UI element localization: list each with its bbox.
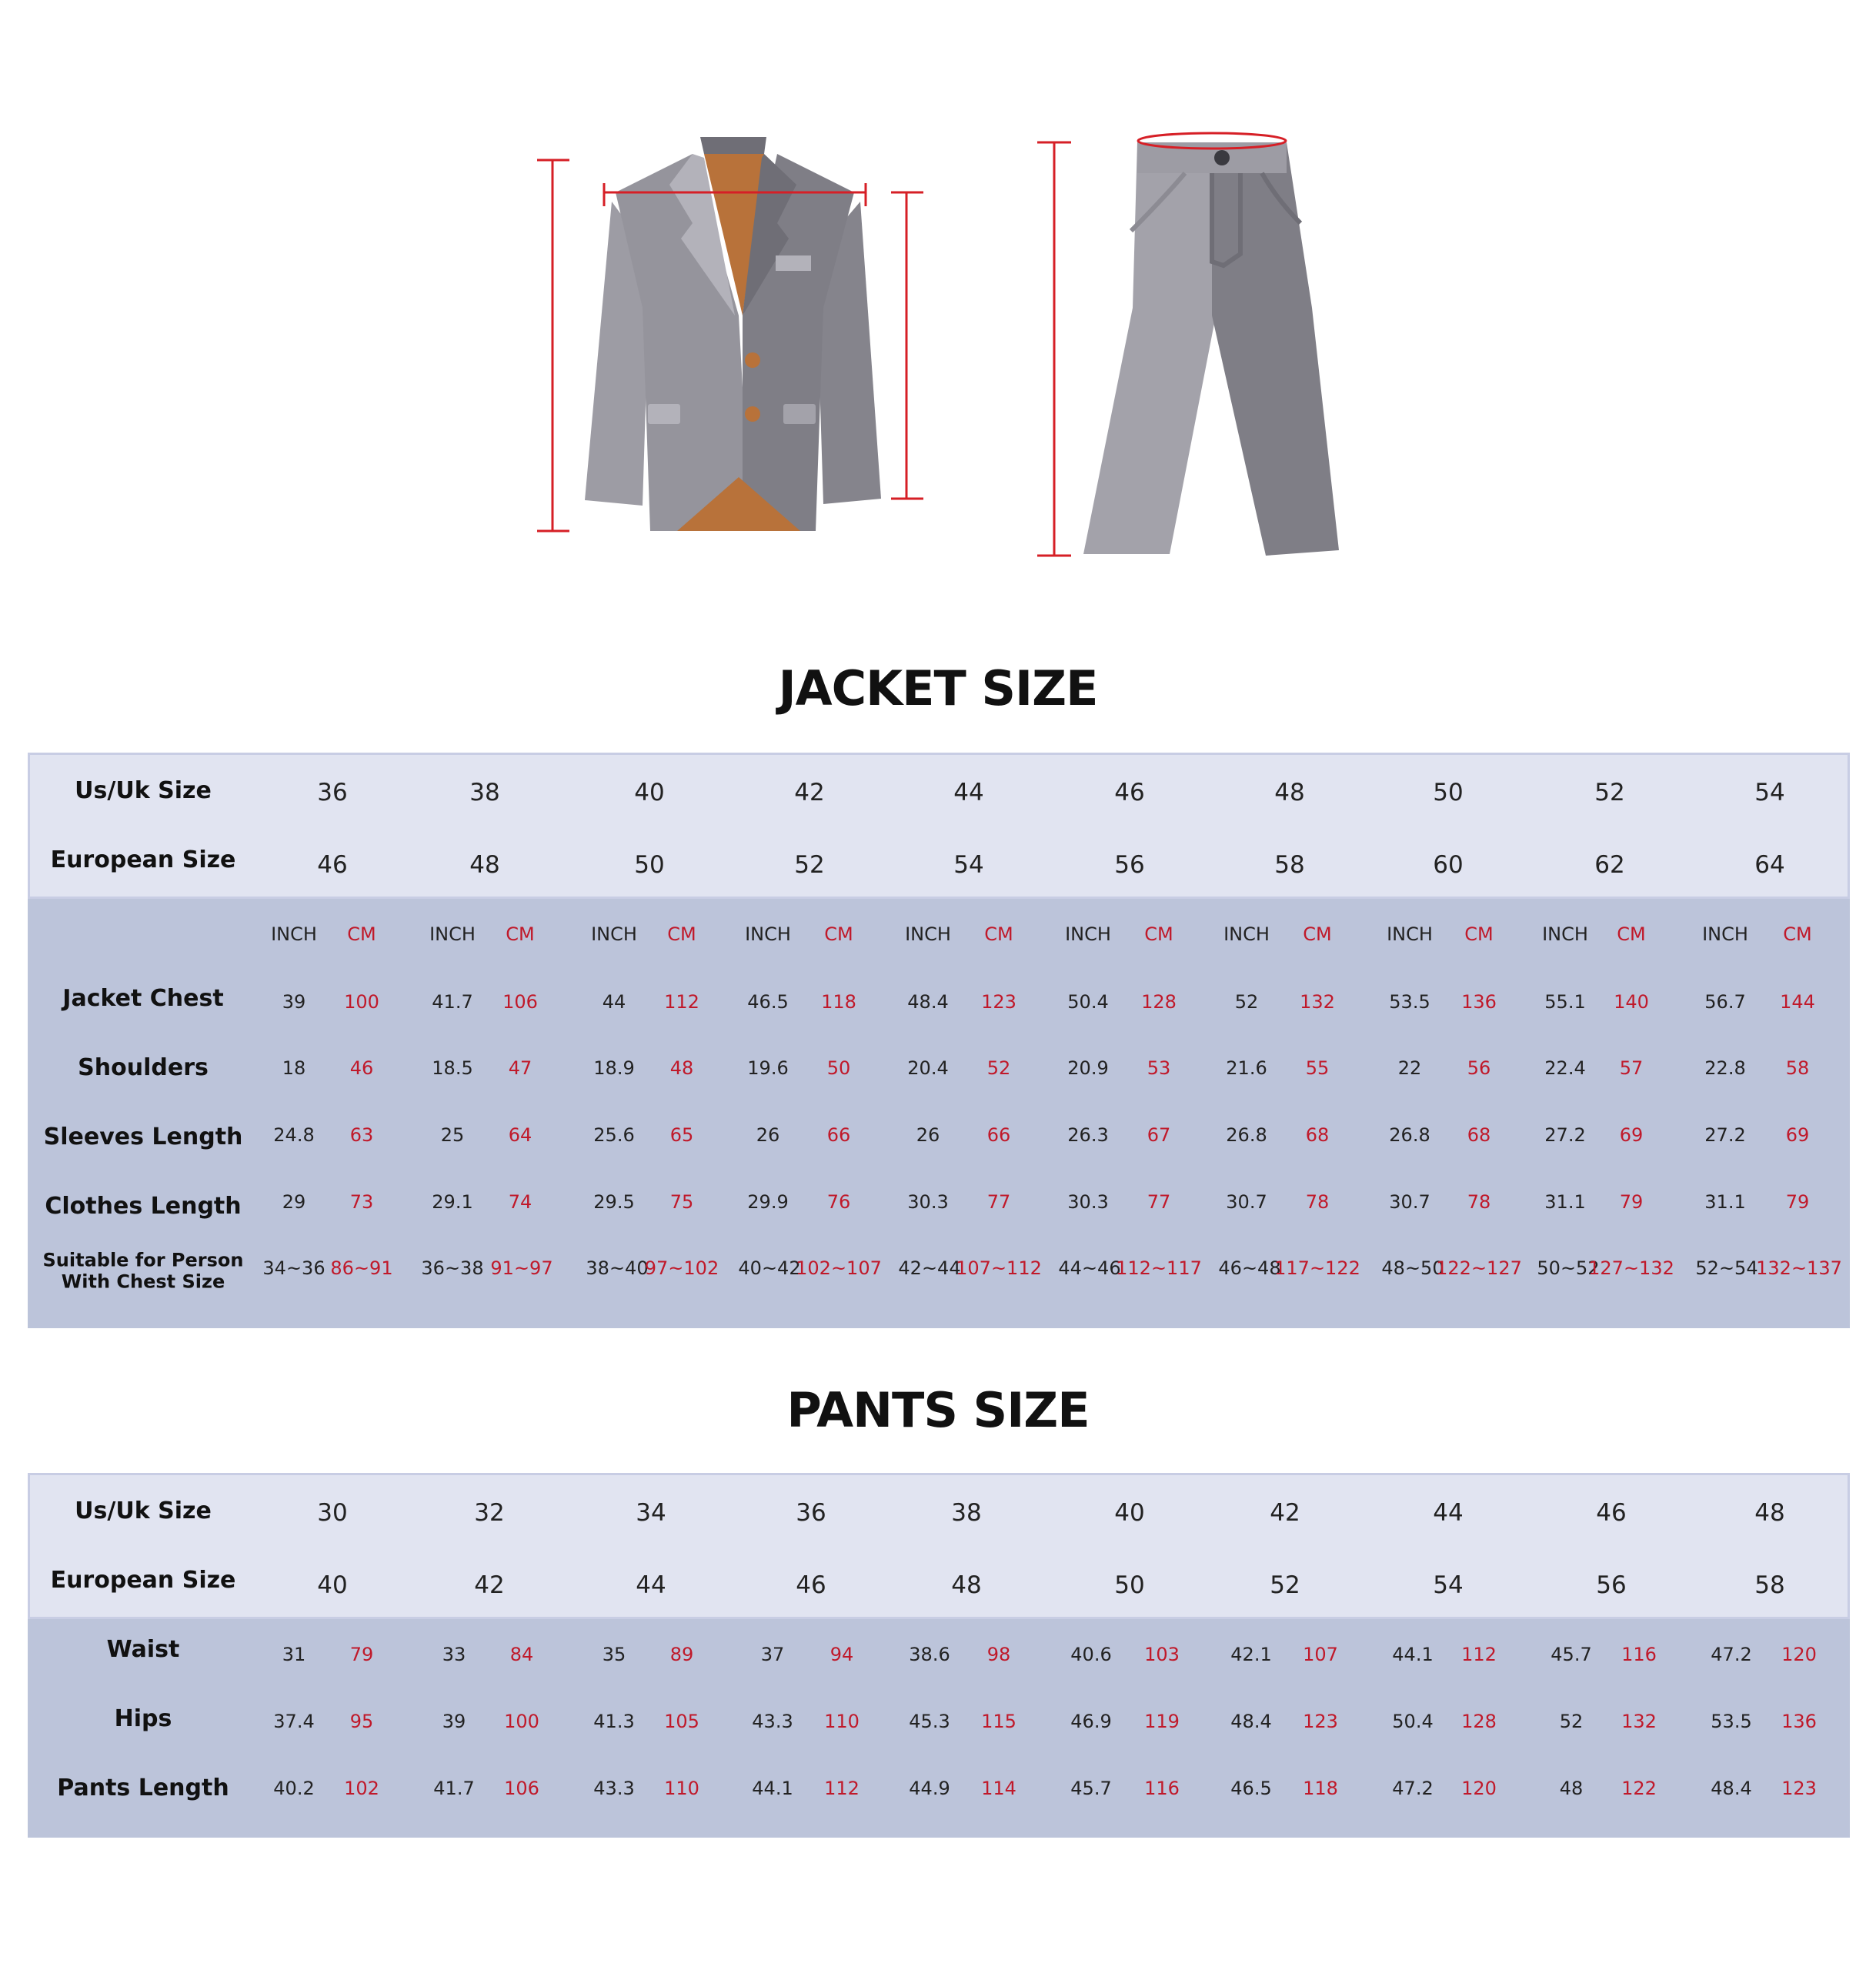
pants-us-uk-size-value: 46 — [1596, 1499, 1627, 1527]
pants-european-size-value: 42 — [474, 1571, 505, 1599]
jacket-inch-value: 27.2 — [1544, 1124, 1586, 1146]
pants-inch-value: 48.4 — [1230, 1711, 1272, 1732]
cm-unit-header: CM — [1303, 923, 1332, 945]
suitable-chest-size-label-line1: Suitable for Person — [42, 1249, 244, 1271]
jacket-inch-value: 18.9 — [593, 1057, 635, 1079]
jacket-inch-value: 26.3 — [1067, 1124, 1109, 1146]
pants-length-label: Pants Length — [57, 1774, 229, 1801]
pants-inch-value: 43.3 — [593, 1778, 635, 1799]
jacket-inch-value: 41.7 — [432, 991, 473, 1013]
jacket-us-uk-size-value: 42 — [794, 779, 825, 806]
jacket-cm-value: 132~137 — [1756, 1257, 1842, 1279]
pants-cm-value: 128 — [1461, 1711, 1497, 1732]
pants-inch-value: 52 — [1559, 1711, 1584, 1732]
jacket-cm-value: 66 — [826, 1124, 851, 1146]
pants-inch-value: 47.2 — [1392, 1778, 1434, 1799]
pants-inch-value: 37.4 — [273, 1711, 315, 1732]
jacket-inch-value: 25 — [440, 1124, 465, 1146]
pants-size-table — [28, 1473, 1850, 1838]
jacket-cm-value: 77 — [986, 1191, 1011, 1213]
shoulders-label: Shoulders — [78, 1053, 209, 1081]
jacket-inch-value: 20.4 — [907, 1057, 949, 1079]
jacket-inch-value: 30.3 — [1067, 1191, 1109, 1213]
clothes-length-label: Clothes Length — [45, 1192, 242, 1220]
jacket-cm-value: 127~132 — [1588, 1257, 1674, 1279]
jacket-cm-value: 86~91 — [330, 1257, 393, 1279]
jacket-inch-value: 29.5 — [593, 1191, 635, 1213]
jacket-size-header-band — [28, 753, 1850, 899]
jacket-cm-value: 50 — [826, 1057, 851, 1079]
jacket-cm-value: 69 — [1619, 1124, 1644, 1146]
jacket-cm-value: 47 — [508, 1057, 532, 1079]
pants-inch-value: 50.4 — [1392, 1711, 1434, 1732]
jacket-inch-value: 44 — [602, 991, 626, 1013]
jacket-european-size-value: 62 — [1594, 851, 1625, 879]
pants-european-size-value: 40 — [317, 1571, 348, 1599]
jacket-cm-value: 57 — [1619, 1057, 1644, 1079]
cm-unit-header: CM — [984, 923, 1013, 945]
jacket-cm-value: 63 — [349, 1124, 374, 1146]
jacket-cm-value: 122~127 — [1436, 1257, 1522, 1279]
pants-size-heading: PANTS SIZE — [786, 1382, 1090, 1438]
pants-us-uk-size-value: 36 — [796, 1499, 826, 1527]
jacket-inch-value: 18 — [282, 1057, 306, 1079]
pants-inch-value: 45.7 — [1551, 1644, 1592, 1665]
jacket-cm-value: 46 — [349, 1057, 374, 1079]
jacket-inch-value: 20.9 — [1067, 1057, 1109, 1079]
pants-inch-value: 39 — [442, 1711, 466, 1732]
pants-inch-value: 53.5 — [1711, 1711, 1752, 1732]
cm-unit-header: CM — [1144, 923, 1173, 945]
inch-unit-header: INCH — [591, 923, 637, 945]
jacket-cm-value: 75 — [669, 1191, 694, 1213]
pants-cm-value: 105 — [664, 1711, 699, 1732]
suitable-chest-size-label — [43, 1250, 244, 1292]
jacket-inch-value: 26.8 — [1226, 1124, 1267, 1146]
jacket-inch-value: 25.6 — [593, 1124, 635, 1146]
sleeves-length-label: Sleeves Length — [43, 1123, 243, 1150]
pants-inch-value: 45.7 — [1070, 1778, 1112, 1799]
jacket-inch-value: 56.7 — [1704, 991, 1746, 1013]
jacket-inch-value: 26 — [756, 1124, 780, 1146]
pants-cm-value: 84 — [509, 1644, 534, 1665]
jacket-cm-value: 56 — [1467, 1057, 1491, 1079]
jacket-size-heading: JACKET SIZE — [778, 660, 1098, 716]
jacket-cm-value: 140 — [1614, 991, 1649, 1013]
jacket-inch-value: 22.4 — [1544, 1057, 1586, 1079]
jacket-cm-value: 74 — [508, 1191, 532, 1213]
pants-cm-value: 115 — [981, 1711, 1016, 1732]
jacket-inch-value: 22 — [1397, 1057, 1422, 1079]
pants-inch-value: 40.2 — [273, 1778, 315, 1799]
jacket-european-size-value: 46 — [317, 851, 348, 879]
jacket-inch-value: 24.8 — [273, 1124, 315, 1146]
jacket-us-uk-size-value: 38 — [469, 779, 500, 806]
jacket-us-uk-size-value: 44 — [953, 779, 984, 806]
inch-unit-header: INCH — [1387, 923, 1433, 945]
jacket-inch-value: 52 — [1234, 991, 1259, 1013]
pants-cm-value: 89 — [669, 1644, 694, 1665]
pants-cm-value: 79 — [349, 1644, 374, 1665]
pants-inch-value: 40.6 — [1070, 1644, 1112, 1665]
pants-inch-value: 37 — [760, 1644, 785, 1665]
jacket-cm-value: 68 — [1467, 1124, 1491, 1146]
inch-unit-header: INCH — [1065, 923, 1111, 945]
pants-us-uk-size-value: 40 — [1114, 1499, 1145, 1527]
pants-inch-value: 31 — [282, 1644, 306, 1665]
pants-cm-value: 98 — [986, 1644, 1011, 1665]
jacket-european-size-value: 60 — [1433, 851, 1464, 879]
jacket-european-size-value: 54 — [953, 851, 984, 879]
pants-cm-value: 95 — [349, 1711, 374, 1732]
pants-inch-value: 33 — [442, 1644, 466, 1665]
cm-unit-header: CM — [347, 923, 376, 945]
pants-us-uk-size-value: 30 — [317, 1499, 348, 1527]
jacket-cm-value: 64 — [508, 1124, 532, 1146]
jacket-cm-value: 76 — [826, 1191, 851, 1213]
pants-european-size-value: 58 — [1754, 1571, 1785, 1599]
pants-cm-value: 120 — [1461, 1778, 1497, 1799]
pants-european-size-value: 46 — [796, 1571, 826, 1599]
jacket-inch-value: 31.1 — [1704, 1191, 1746, 1213]
pants-us-uk-size-value: 32 — [474, 1499, 505, 1527]
pants-us-uk-size-label: Us/Uk Size — [75, 1497, 212, 1524]
pants-inch-value: 38.6 — [909, 1644, 950, 1665]
suit-jacket-icon — [537, 137, 923, 531]
trousers-icon — [1037, 133, 1339, 556]
jacket-cm-value: 58 — [1785, 1057, 1810, 1079]
pants-cm-value: 116 — [1144, 1778, 1180, 1799]
jacket-size-table — [28, 753, 1850, 1328]
inch-unit-header: INCH — [429, 923, 476, 945]
pants-cm-value: 123 — [1303, 1711, 1338, 1732]
inch-unit-header: INCH — [1542, 923, 1588, 945]
jacket-inch-value: 29.9 — [747, 1191, 789, 1213]
pants-european-size-label: European Size — [50, 1566, 236, 1594]
jacket-inch-value: 30.7 — [1226, 1191, 1267, 1213]
jacket-cm-value: 67 — [1147, 1124, 1171, 1146]
jacket-cm-value: 118 — [821, 991, 856, 1013]
pants-us-uk-size-value: 44 — [1433, 1499, 1464, 1527]
jacket-us-uk-size-value: 36 — [317, 779, 348, 806]
cm-unit-header: CM — [1617, 923, 1646, 945]
jacket-inch-value: 42~44 — [898, 1257, 961, 1279]
pants-inch-value: 44.1 — [752, 1778, 793, 1799]
jacket-inch-value: 55.1 — [1544, 991, 1586, 1013]
jacket-cm-value: 106 — [502, 991, 538, 1013]
pants-european-size-value: 52 — [1270, 1571, 1300, 1599]
jacket-inch-value: 26.8 — [1389, 1124, 1430, 1146]
pants-inch-value: 35 — [602, 1644, 626, 1665]
jacket-cm-value: 123 — [981, 991, 1016, 1013]
inch-unit-header: INCH — [1702, 923, 1748, 945]
jacket-inch-value: 26 — [916, 1124, 940, 1146]
pants-us-uk-size-value: 42 — [1270, 1499, 1300, 1527]
jacket-european-size-value: 58 — [1274, 851, 1305, 879]
pants-cm-value: 112 — [824, 1778, 860, 1799]
jacket-cm-value: 79 — [1785, 1191, 1810, 1213]
cm-unit-header: CM — [824, 923, 853, 945]
jacket-cm-value: 136 — [1461, 991, 1497, 1013]
pants-cm-value: 107 — [1303, 1644, 1338, 1665]
jacket-inch-value: 19.6 — [747, 1057, 789, 1079]
jacket-inch-value: 44~46 — [1058, 1257, 1121, 1279]
european-size-label: European Size — [50, 846, 236, 873]
jacket-european-size-value: 56 — [1114, 851, 1145, 879]
pants-cm-value: 136 — [1781, 1711, 1817, 1732]
jacket-cm-value: 78 — [1305, 1191, 1330, 1213]
jacket-cm-value: 128 — [1141, 991, 1177, 1013]
inch-unit-header: INCH — [745, 923, 791, 945]
jacket-cm-value: 112~117 — [1116, 1257, 1202, 1279]
jacket-cm-value: 132 — [1300, 991, 1335, 1013]
jacket-inch-value: 22.8 — [1704, 1057, 1746, 1079]
jacket-cm-value: 112 — [664, 991, 699, 1013]
jacket-inch-value: 18.5 — [432, 1057, 473, 1079]
hips-label: Hips — [114, 1705, 172, 1732]
pants-cm-value: 122 — [1621, 1778, 1657, 1799]
waist-label: Waist — [106, 1635, 180, 1663]
pants-cm-value: 120 — [1781, 1644, 1817, 1665]
pants-inch-value: 44.1 — [1392, 1644, 1434, 1665]
pants-european-size-value: 50 — [1114, 1571, 1145, 1599]
jacket-inch-value: 36~38 — [421, 1257, 484, 1279]
jacket-european-size-value: 48 — [469, 851, 500, 879]
jacket-cm-value: 102~107 — [796, 1257, 882, 1279]
jacket-cm-value: 100 — [344, 991, 379, 1013]
cm-unit-header: CM — [667, 923, 696, 945]
pants-cm-value: 112 — [1461, 1644, 1497, 1665]
pants-cm-value: 119 — [1144, 1711, 1180, 1732]
jacket-inch-value: 30.3 — [907, 1191, 949, 1213]
pants-inch-value: 48.4 — [1711, 1778, 1752, 1799]
jacket-cm-value: 68 — [1305, 1124, 1330, 1146]
jacket-cm-value: 52 — [986, 1057, 1011, 1079]
cm-unit-header: CM — [1783, 923, 1812, 945]
jacket-cm-value: 69 — [1785, 1124, 1810, 1146]
jacket-cm-value: 65 — [669, 1124, 694, 1146]
pants-inch-value: 47.2 — [1711, 1644, 1752, 1665]
jacket-us-uk-size-value: 48 — [1274, 779, 1305, 806]
us-uk-size-label: Us/Uk Size — [75, 776, 212, 804]
pants-cm-value: 114 — [981, 1778, 1016, 1799]
pants-cm-value: 102 — [344, 1778, 379, 1799]
jacket-european-size-value: 52 — [794, 851, 825, 879]
pants-cm-value: 106 — [504, 1778, 539, 1799]
jacket-inch-value: 52~54 — [1695, 1257, 1758, 1279]
illustrations — [0, 0, 1876, 585]
jacket-inch-value: 30.7 — [1389, 1191, 1430, 1213]
jacket-european-size-value: 64 — [1754, 851, 1785, 879]
jacket-cm-value: 107~112 — [956, 1257, 1042, 1279]
cm-unit-header: CM — [1464, 923, 1494, 945]
inch-unit-header: INCH — [1223, 923, 1270, 945]
jacket-us-uk-size-value: 54 — [1754, 779, 1785, 806]
jacket-inch-value: 48~50 — [1381, 1257, 1444, 1279]
jacket-cm-value: 78 — [1467, 1191, 1491, 1213]
pants-inch-value: 45.3 — [909, 1711, 950, 1732]
jacket-us-uk-size-value: 52 — [1594, 779, 1625, 806]
pants-european-size-value: 54 — [1433, 1571, 1464, 1599]
jacket-inch-value: 34~36 — [262, 1257, 325, 1279]
jacket-inch-value: 29.1 — [432, 1191, 473, 1213]
pants-inch-value: 42.1 — [1230, 1644, 1272, 1665]
jacket-us-uk-size-value: 50 — [1433, 779, 1464, 806]
jacket-cm-value: 97~102 — [644, 1257, 719, 1279]
jacket-inch-value: 50.4 — [1067, 991, 1109, 1013]
pants-european-size-value: 56 — [1596, 1571, 1627, 1599]
pants-us-uk-size-value: 38 — [951, 1499, 982, 1527]
pants-cm-value: 103 — [1144, 1644, 1180, 1665]
pants-inch-value: 43.3 — [752, 1711, 793, 1732]
pants-inch-value: 41.3 — [593, 1711, 635, 1732]
jacket-inch-value: 48.4 — [907, 991, 949, 1013]
pants-us-uk-size-value: 34 — [636, 1499, 666, 1527]
jacket-inch-value: 38~40 — [586, 1257, 649, 1279]
jacket-cm-value: 66 — [986, 1124, 1011, 1146]
inch-unit-header: INCH — [271, 923, 317, 945]
jacket-inch-value: 46~48 — [1218, 1257, 1281, 1279]
cm-unit-header: CM — [506, 923, 535, 945]
jacket-cm-value: 91~97 — [490, 1257, 553, 1279]
jacket-cm-value: 79 — [1619, 1191, 1644, 1213]
jacket-us-uk-size-value: 40 — [634, 779, 665, 806]
pants-cm-value: 123 — [1781, 1778, 1817, 1799]
jacket-inch-value: 29 — [282, 1191, 306, 1213]
suitable-chest-size-label-line2: With Chest Size — [61, 1270, 225, 1292]
jacket-cm-value: 117~122 — [1274, 1257, 1360, 1279]
pants-inch-value: 44.9 — [909, 1778, 950, 1799]
jacket-us-uk-size-value: 46 — [1114, 779, 1145, 806]
jacket-cm-value: 144 — [1780, 991, 1815, 1013]
pants-cm-value: 110 — [824, 1711, 860, 1732]
jacket-cm-value: 55 — [1305, 1057, 1330, 1079]
pants-inch-value: 41.7 — [433, 1778, 475, 1799]
pants-cm-value: 116 — [1621, 1644, 1657, 1665]
jacket-cm-value: 73 — [349, 1191, 374, 1213]
pants-inch-value: 46.9 — [1070, 1711, 1112, 1732]
pants-european-size-value: 44 — [636, 1571, 666, 1599]
jacket-inch-value: 46.5 — [747, 991, 789, 1013]
pants-inch-value: 46.5 — [1230, 1778, 1272, 1799]
jacket-inch-value: 21.6 — [1226, 1057, 1267, 1079]
jacket-european-size-value: 50 — [634, 851, 665, 879]
jacket-inch-value: 50~52 — [1537, 1257, 1600, 1279]
pants-cm-value: 94 — [830, 1644, 854, 1665]
jacket-inch-value: 27.2 — [1704, 1124, 1746, 1146]
pants-european-size-value: 48 — [951, 1571, 982, 1599]
inch-unit-header: INCH — [905, 923, 951, 945]
jacket-inch-value: 53.5 — [1389, 991, 1430, 1013]
jacket-inch-value: 39 — [282, 991, 306, 1013]
jacket-cm-value: 48 — [669, 1057, 694, 1079]
jacket-cm-value: 53 — [1147, 1057, 1171, 1079]
pants-cm-value: 100 — [504, 1711, 539, 1732]
jacket-inch-value: 40~42 — [738, 1257, 801, 1279]
pants-cm-value: 118 — [1303, 1778, 1338, 1799]
pants-inch-value: 48 — [1559, 1778, 1584, 1799]
jacket-inch-value: 31.1 — [1544, 1191, 1586, 1213]
jacket-chest-label: Jacket Chest — [62, 984, 224, 1012]
pants-cm-value: 110 — [664, 1778, 699, 1799]
pants-size-header-band — [28, 1473, 1850, 1619]
pants-cm-value: 132 — [1621, 1711, 1657, 1732]
jacket-cm-value: 77 — [1147, 1191, 1171, 1213]
pants-us-uk-size-value: 48 — [1754, 1499, 1785, 1527]
